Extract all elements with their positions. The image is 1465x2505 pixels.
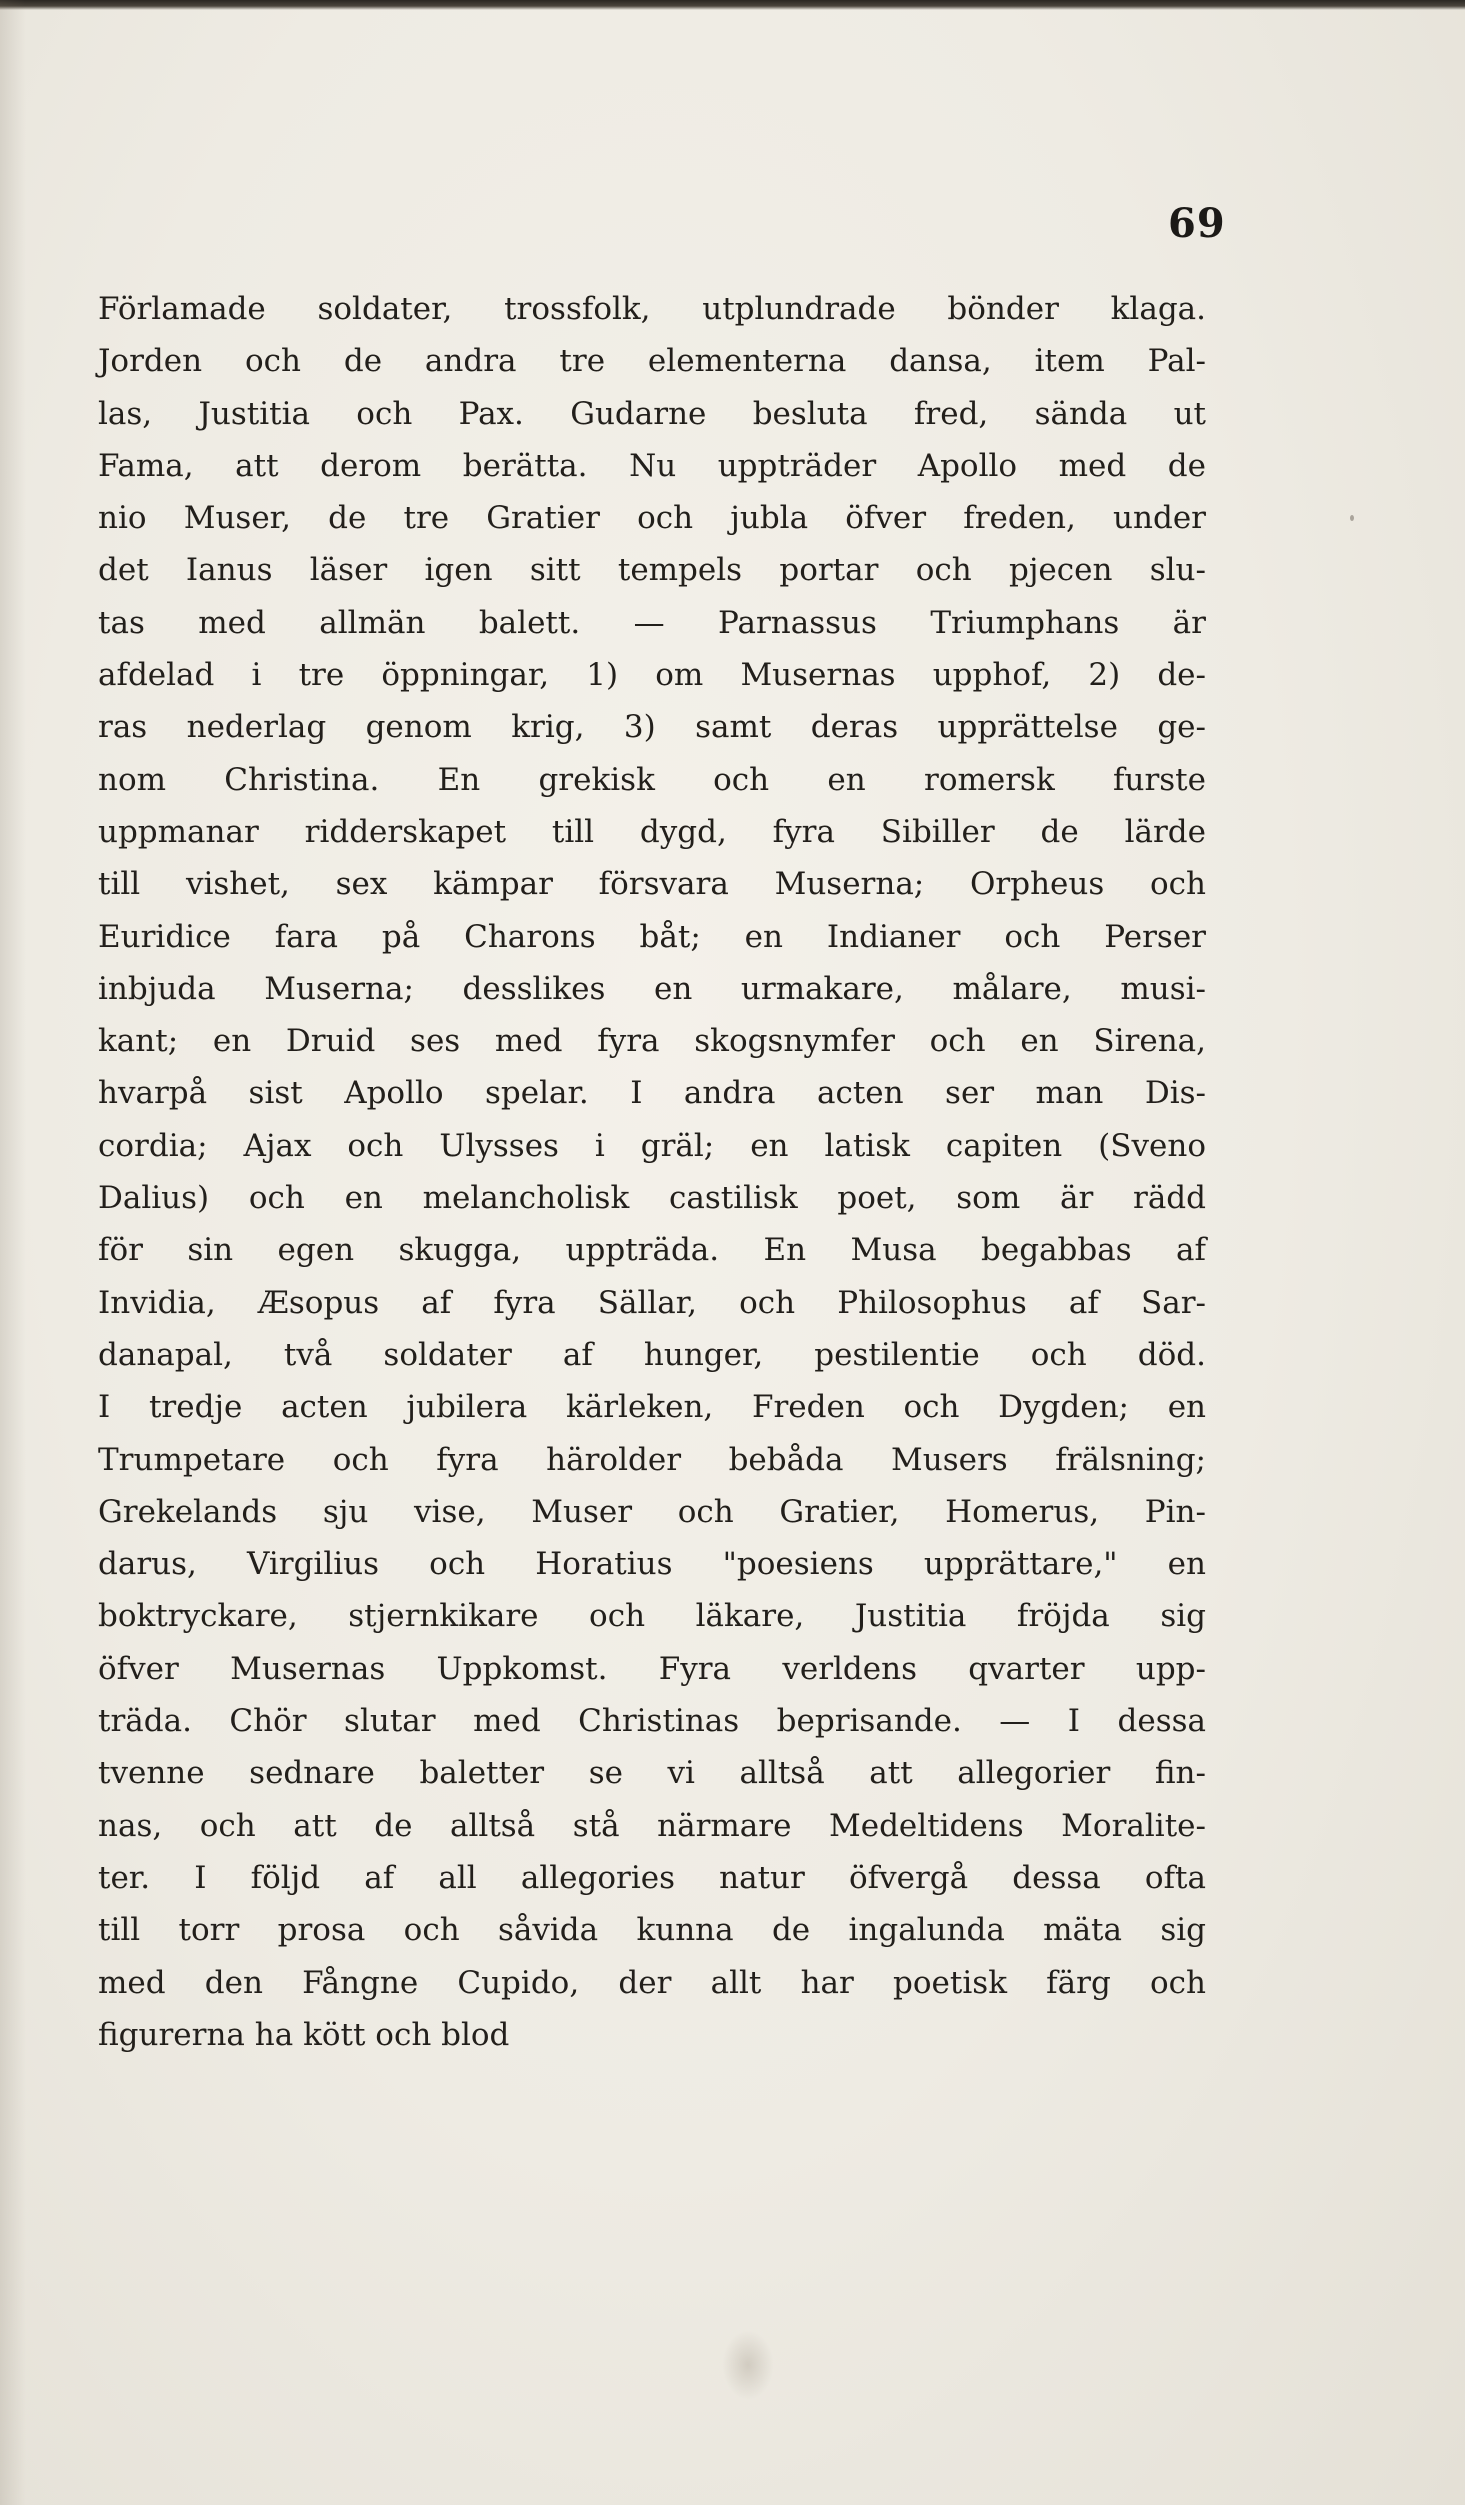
paper-smudge bbox=[722, 2330, 774, 2400]
text-line: nom Christina. En grekisk och en romersk furste bbox=[98, 761, 1206, 798]
paper-speck bbox=[1350, 515, 1354, 521]
text-line: Grekelands sju vise, Muser och Gratier, Homerus, Pin- bbox=[98, 1493, 1206, 1530]
text-line: ter. I följd af all allegories natur öfvergå dessa ofta bbox=[98, 1859, 1206, 1896]
text-line: hvarpå sist Apollo spelar. I andra acten ser man Dis- bbox=[98, 1075, 1206, 1112]
text-line: Dalius) och en melancholisk castilisk poet, som är rädd bbox=[98, 1180, 1206, 1217]
text-line: inbjuda Muserna; desslikes en urmakare, målare, musi- bbox=[98, 970, 1206, 1007]
text-line: ras nederlag genom krig, 3) samt deras upprättelse ge- bbox=[98, 709, 1206, 746]
text-line: tvenne sednare baletter se vi alltså att allegorier fin- bbox=[98, 1755, 1206, 1792]
text-line: Förlamade soldater, trossfolk, utplundrade bönder klaga. bbox=[98, 291, 1206, 327]
body-text bbox=[98, 283, 1206, 2061]
text-line: med den Fångne Cupido, der allt har poetisk färg och bbox=[98, 1964, 1206, 2001]
text-line: afdelad i tre öppningar, 1) om Musernas upphof, 2) de- bbox=[98, 657, 1206, 694]
text-line: det Ianus läser igen sitt tempels portar och pjecen slu- bbox=[98, 552, 1206, 589]
text-line: danapal, två soldater af hunger, pestilentie och död. bbox=[98, 1336, 1206, 1373]
text-line: Fama, att derom berätta. Nu uppträder Apollo med de bbox=[98, 447, 1206, 484]
text-line: öfver Musernas Uppkomst. Fyra verldens qvarter upp- bbox=[98, 1650, 1206, 1687]
text-line: figurerna ha kött och blod bbox=[98, 2016, 510, 2053]
text-line: för sin egen skugga, uppträda. En Musa begabbas af bbox=[98, 1232, 1206, 1269]
text-line: till vishet, sex kämpar försvara Muserna; Orpheus och bbox=[98, 866, 1206, 903]
page-number: 69 bbox=[1168, 200, 1226, 247]
text-line: Invidia, Æsopus af fyra Sällar, och Philosophus af Sar- bbox=[98, 1284, 1206, 1321]
text-line: uppmanar ridderskapet till dygd, fyra Sibiller de lärde bbox=[98, 813, 1206, 850]
text-line: boktryckare, stjernkikare och läkare, Justitia fröjda sig bbox=[98, 1598, 1206, 1635]
text-line: las, Justitia och Pax. Gudarne besluta fred, sända ut bbox=[98, 395, 1206, 432]
text-line: tas med allmän balett. — Parnassus Triumphans är bbox=[98, 604, 1206, 641]
text-line: I tredje acten jubilera kärleken, Freden och Dygden; en bbox=[98, 1389, 1206, 1426]
text-line: Euridice fara på Charons båt; en Indianer och Perser bbox=[98, 918, 1206, 955]
text-line: darus, Virgilius och Horatius "poesiens upprättare," en bbox=[98, 1546, 1206, 1583]
text-line: cordia; Ajax och Ulysses i gräl; en latisk capiten (Sveno bbox=[98, 1127, 1206, 1164]
text-line: nio Muser, de tre Gratier och jubla öfver freden, under bbox=[98, 500, 1206, 537]
page-top-edge bbox=[0, 0, 1465, 10]
text-line: Trumpetare och fyra härolder bebåda Musers frälsning; bbox=[98, 1441, 1206, 1478]
text-line: Jorden och de andra tre elementerna dansa, item Pal- bbox=[98, 343, 1206, 380]
text-line: till torr prosa och såvida kunna de ingalunda mäta sig bbox=[98, 1912, 1206, 1949]
text-line: träda. Chör slutar med Christinas beprisande. — I dessa bbox=[98, 1703, 1206, 1740]
binding-shadow bbox=[0, 0, 26, 2505]
text-line: nas, och att de alltså stå närmare Medeltidens Moralite- bbox=[98, 1807, 1206, 1844]
text-line: kant; en Druid ses med fyra skogsnymfer och en Sirena, bbox=[98, 1023, 1206, 1060]
